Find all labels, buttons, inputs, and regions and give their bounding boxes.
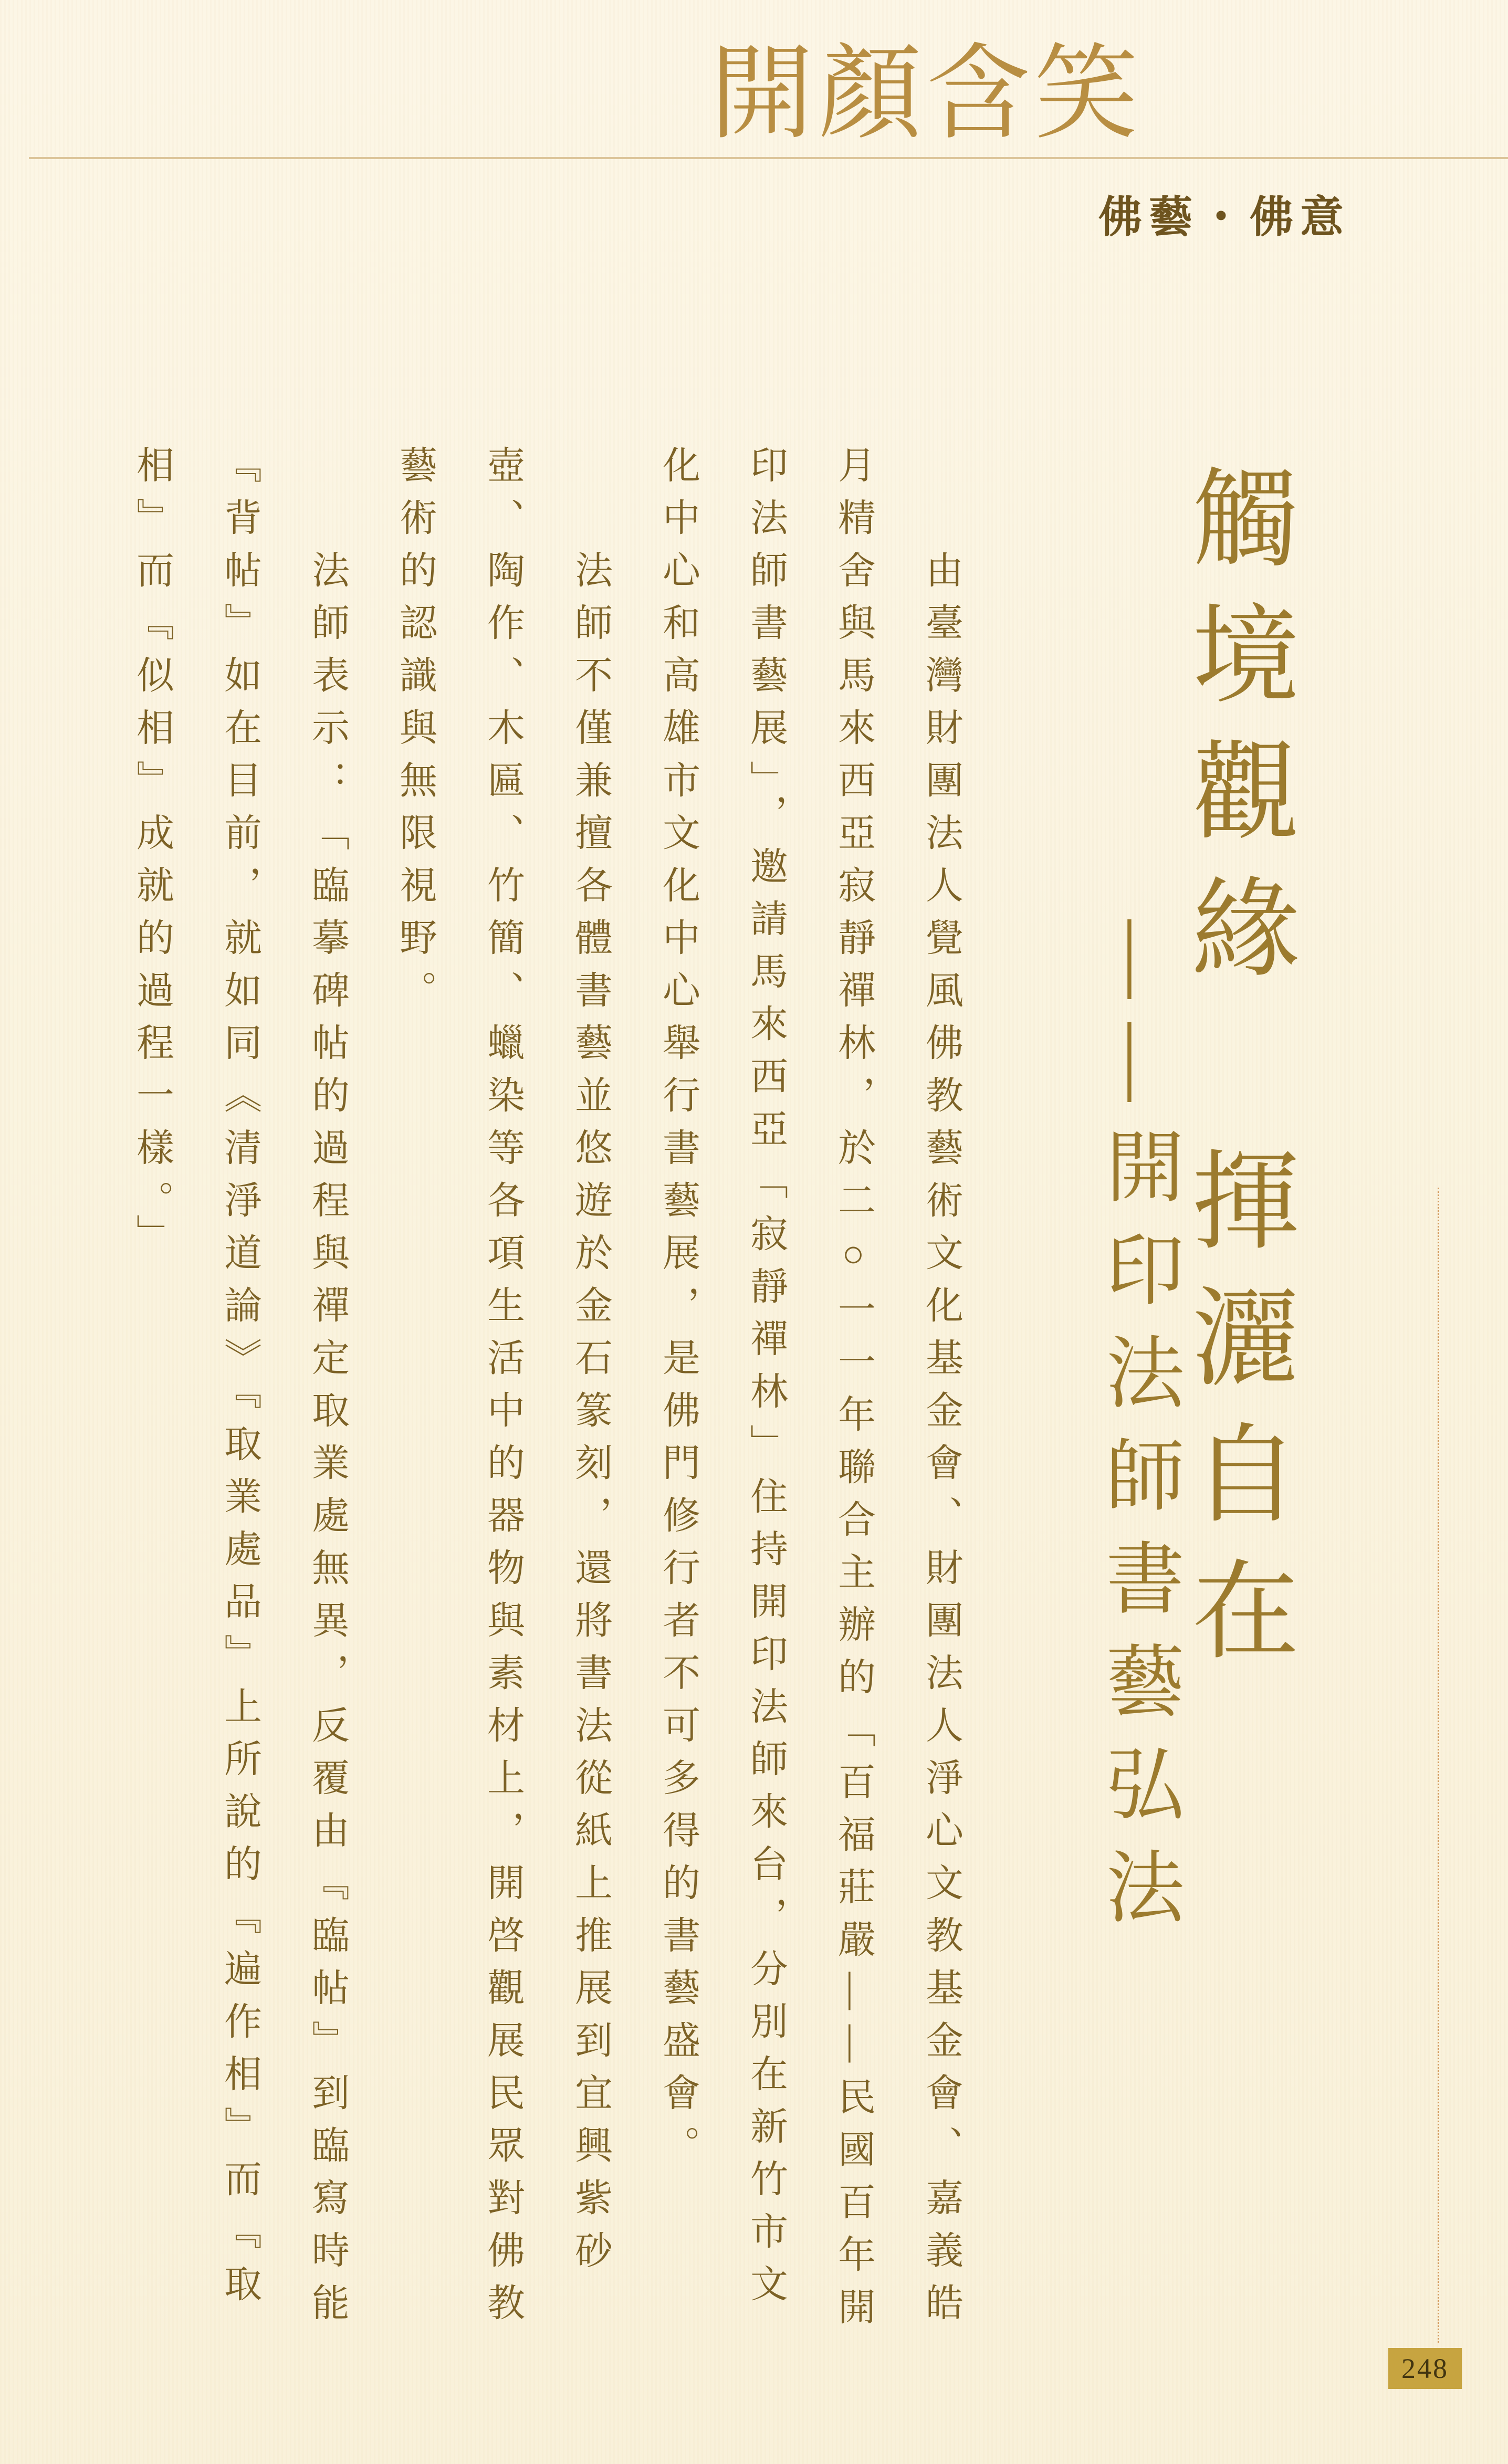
paragraph: 由臺灣財團法人覺風佛教藝術文化基金會、財團法人淨心文教基金會、嘉義皓月精舍與馬來西亞寂靜禪林，於二○一一年聯合主辦的「百福莊嚴——民國百年開印法師書藝展」，邀請馬來西亞「寂靜禪林」住持開印法師來台，分別在新竹市文化中心和高雄市文化中心舉行書藝展，是佛門修行者不可多得的書藝盛會。	[657, 445, 962, 2340]
article-title: 觸境觀緣 揮灑自在	[1176, 462, 1295, 1691]
page-number-badge: 248	[1388, 2348, 1462, 2389]
article-subtitle: ——開印法師書藝弘法	[1094, 920, 1181, 1949]
paragraph: 法師不僅兼擅各體書藝並悠遊於金石篆刻，還將書法從紙上推展到宜興紫砂壺、陶作、木匾、竹簡、蠟染等各項生活中的器物與素材上，開啓觀展民眾對佛教藝術的認識與無限視野。	[394, 445, 611, 2335]
article-body	[108, 445, 985, 2357]
header-divider	[29, 157, 1508, 159]
paragraph: 法師表示：「臨摹碑帖的過程與禪定取業處無異，反覆由『臨帖』到臨寫時能『背帖』如在目前，就如同《清淨道論》『取業處品』上所說的『遍作相』而『取相』而『似相』成就的過程一樣。」	[131, 445, 348, 2335]
section-label: 佛藝・佛意	[1098, 193, 1350, 242]
margin-dotted-line	[1438, 1188, 1439, 2343]
page-title: 開顏含笑	[710, 37, 1143, 152]
